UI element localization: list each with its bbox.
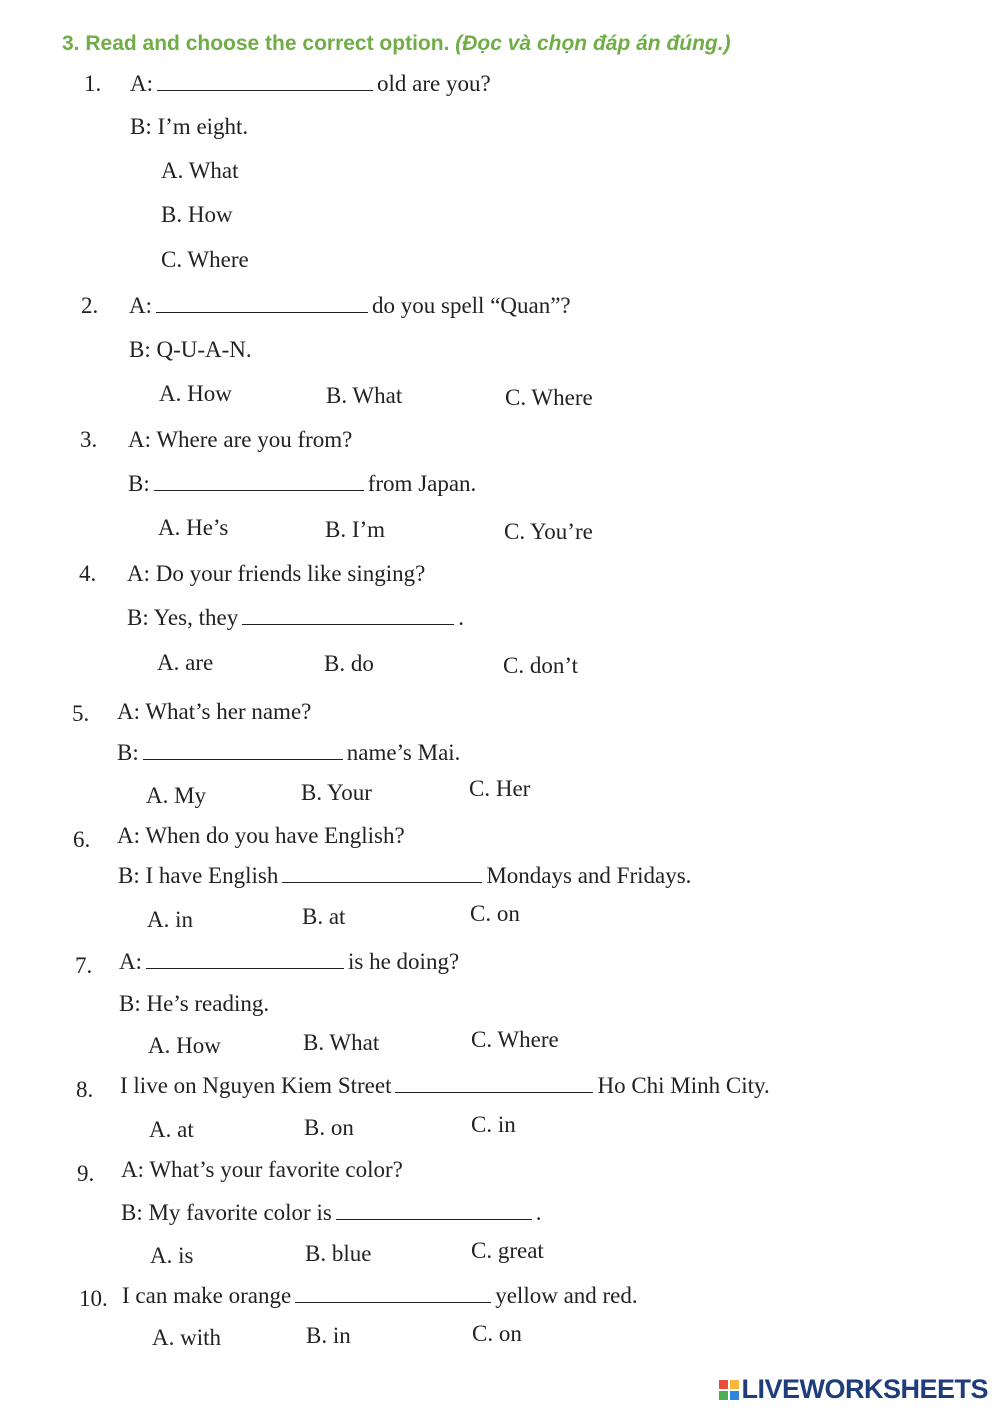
q2-a-prefix: A: [129, 293, 152, 318]
q2-line-a [129, 292, 571, 320]
q7-option-b[interactable]: B. What [303, 1030, 380, 1055]
q5-option-a[interactable]: A. My [146, 783, 207, 808]
q1-line-a [130, 70, 491, 98]
q5-answer-blank[interactable] [143, 741, 343, 760]
q10-number: 10. [79, 1286, 108, 1311]
q5-option-b[interactable]: B. Your [301, 780, 372, 805]
q6-option-b[interactable]: B. at [302, 904, 346, 929]
q3-option-a[interactable]: A. He’s [158, 515, 229, 540]
heading-vietnamese: (Đọc và chọn đáp án đúng.) [455, 32, 731, 55]
q9-answer-blank[interactable] [336, 1201, 532, 1220]
q9-option-c[interactable]: C. great [471, 1238, 544, 1263]
q6-b-suffix: Mondays and Fridays. [486, 863, 692, 888]
q7-a-suffix: is he doing? [348, 949, 460, 974]
q6-b-prefix: B: I have English [118, 863, 279, 888]
q6-line-a: A: When do you have English? [117, 823, 405, 848]
q4-line-b [127, 604, 464, 632]
q7-number: 7. [75, 953, 93, 978]
logo-grid-icon [719, 1380, 739, 1400]
q2-a-suffix: do you spell “Quan”? [372, 293, 571, 318]
q3-b-suffix: from Japan. [367, 471, 477, 496]
q3-line-a: A: Where are you from? [128, 427, 353, 452]
q5-number: 5. [72, 701, 90, 726]
q7-answer-blank[interactable] [146, 950, 344, 969]
q9-line-a: A: What’s your favorite color? [121, 1157, 403, 1182]
q6-number: 6. [73, 827, 91, 852]
q4-b-prefix: B: Yes, they [127, 605, 239, 630]
q5-line-b [117, 739, 460, 767]
q9-b-prefix: B: My favorite color is [121, 1200, 332, 1225]
q1-option-a[interactable]: A. What [161, 158, 239, 183]
liveworksheets-logo [719, 1374, 988, 1405]
q10-prefix: I can make orange [122, 1283, 292, 1308]
q8-answer-blank[interactable] [395, 1074, 593, 1093]
q4-option-b[interactable]: B. do [324, 651, 374, 676]
q4-b-suffix: . [458, 605, 464, 630]
q3-b-prefix: B: [128, 471, 150, 496]
q4-answer-blank[interactable] [242, 606, 454, 625]
q8-suffix: Ho Chi Minh City. [597, 1073, 770, 1098]
q8-prefix: I live on Nguyen Kiem Street [120, 1073, 392, 1098]
q1-a-suffix: old are you? [377, 71, 491, 96]
q1-line-b: B: I’m eight. [130, 114, 249, 139]
q6-answer-blank[interactable] [282, 864, 482, 883]
q8-number: 8. [76, 1077, 94, 1102]
q2-option-c[interactable]: C. Where [505, 385, 593, 410]
exercise-heading [62, 32, 731, 56]
q2-answer-blank[interactable] [156, 294, 368, 313]
q3-number: 3. [80, 427, 98, 452]
q4-line-a: A: Do your friends like singing? [127, 561, 426, 586]
q2-option-a[interactable]: A. How [159, 381, 232, 406]
q10-option-c[interactable]: C. on [472, 1321, 522, 1346]
q3-line-b [128, 470, 476, 498]
q1-answer-blank[interactable] [157, 72, 373, 91]
q7-option-a[interactable]: A. How [148, 1033, 221, 1058]
q1-option-c[interactable]: C. Where [161, 247, 249, 272]
q10-option-b[interactable]: B. in [306, 1323, 351, 1348]
q5-option-c[interactable]: C. Her [469, 776, 531, 801]
q10-option-a[interactable]: A. with [152, 1325, 221, 1350]
q8-sentence [120, 1072, 770, 1100]
q5-b-prefix: B: [117, 740, 139, 765]
q6-line-b [118, 862, 691, 890]
q10-suffix: yellow and red. [495, 1283, 638, 1308]
q7-line-a [119, 948, 459, 976]
q1-option-b[interactable]: B. How [161, 202, 233, 227]
q6-option-c[interactable]: C. on [470, 901, 520, 926]
q10-sentence [122, 1282, 638, 1310]
q5-line-a: A: What’s her name? [117, 699, 312, 724]
q8-option-c[interactable]: C. in [471, 1112, 516, 1137]
q10-answer-blank[interactable] [295, 1284, 491, 1303]
q9-line-b [121, 1199, 542, 1227]
q5-b-suffix: name’s Mai. [346, 740, 461, 765]
q6-option-a[interactable]: A. in [147, 907, 193, 932]
q8-option-b[interactable]: B. on [304, 1115, 354, 1140]
q9-option-b[interactable]: B. blue [305, 1241, 372, 1266]
logo-text: LIVEWORKSHEETS [741, 1374, 988, 1404]
q1-a-prefix: A: [130, 71, 153, 96]
q4-number: 4. [79, 561, 97, 586]
q9-option-a[interactable]: A. is [150, 1243, 194, 1268]
q9-b-suffix: . [535, 1200, 542, 1225]
q7-option-c[interactable]: C. Where [471, 1027, 559, 1052]
q4-option-c[interactable]: C. don’t [503, 653, 578, 678]
q2-line-b: B: Q-U-A-N. [129, 337, 252, 362]
q3-option-b[interactable]: B. I’m [325, 517, 386, 542]
q7-line-b: B: He’s reading. [119, 991, 270, 1016]
q1-number: 1. [84, 71, 102, 96]
q4-option-a[interactable]: A. are [157, 650, 214, 675]
heading-english: 3. Read and choose the correct option. [62, 32, 450, 55]
q2-option-b[interactable]: B. What [326, 383, 403, 408]
q2-number: 2. [81, 293, 99, 318]
q8-option-a[interactable]: A. at [149, 1117, 194, 1142]
q3-option-c[interactable]: C. You’re [504, 519, 593, 544]
q3-answer-blank[interactable] [154, 472, 364, 491]
q9-number: 9. [77, 1161, 95, 1186]
q7-a-prefix: A: [119, 949, 142, 974]
